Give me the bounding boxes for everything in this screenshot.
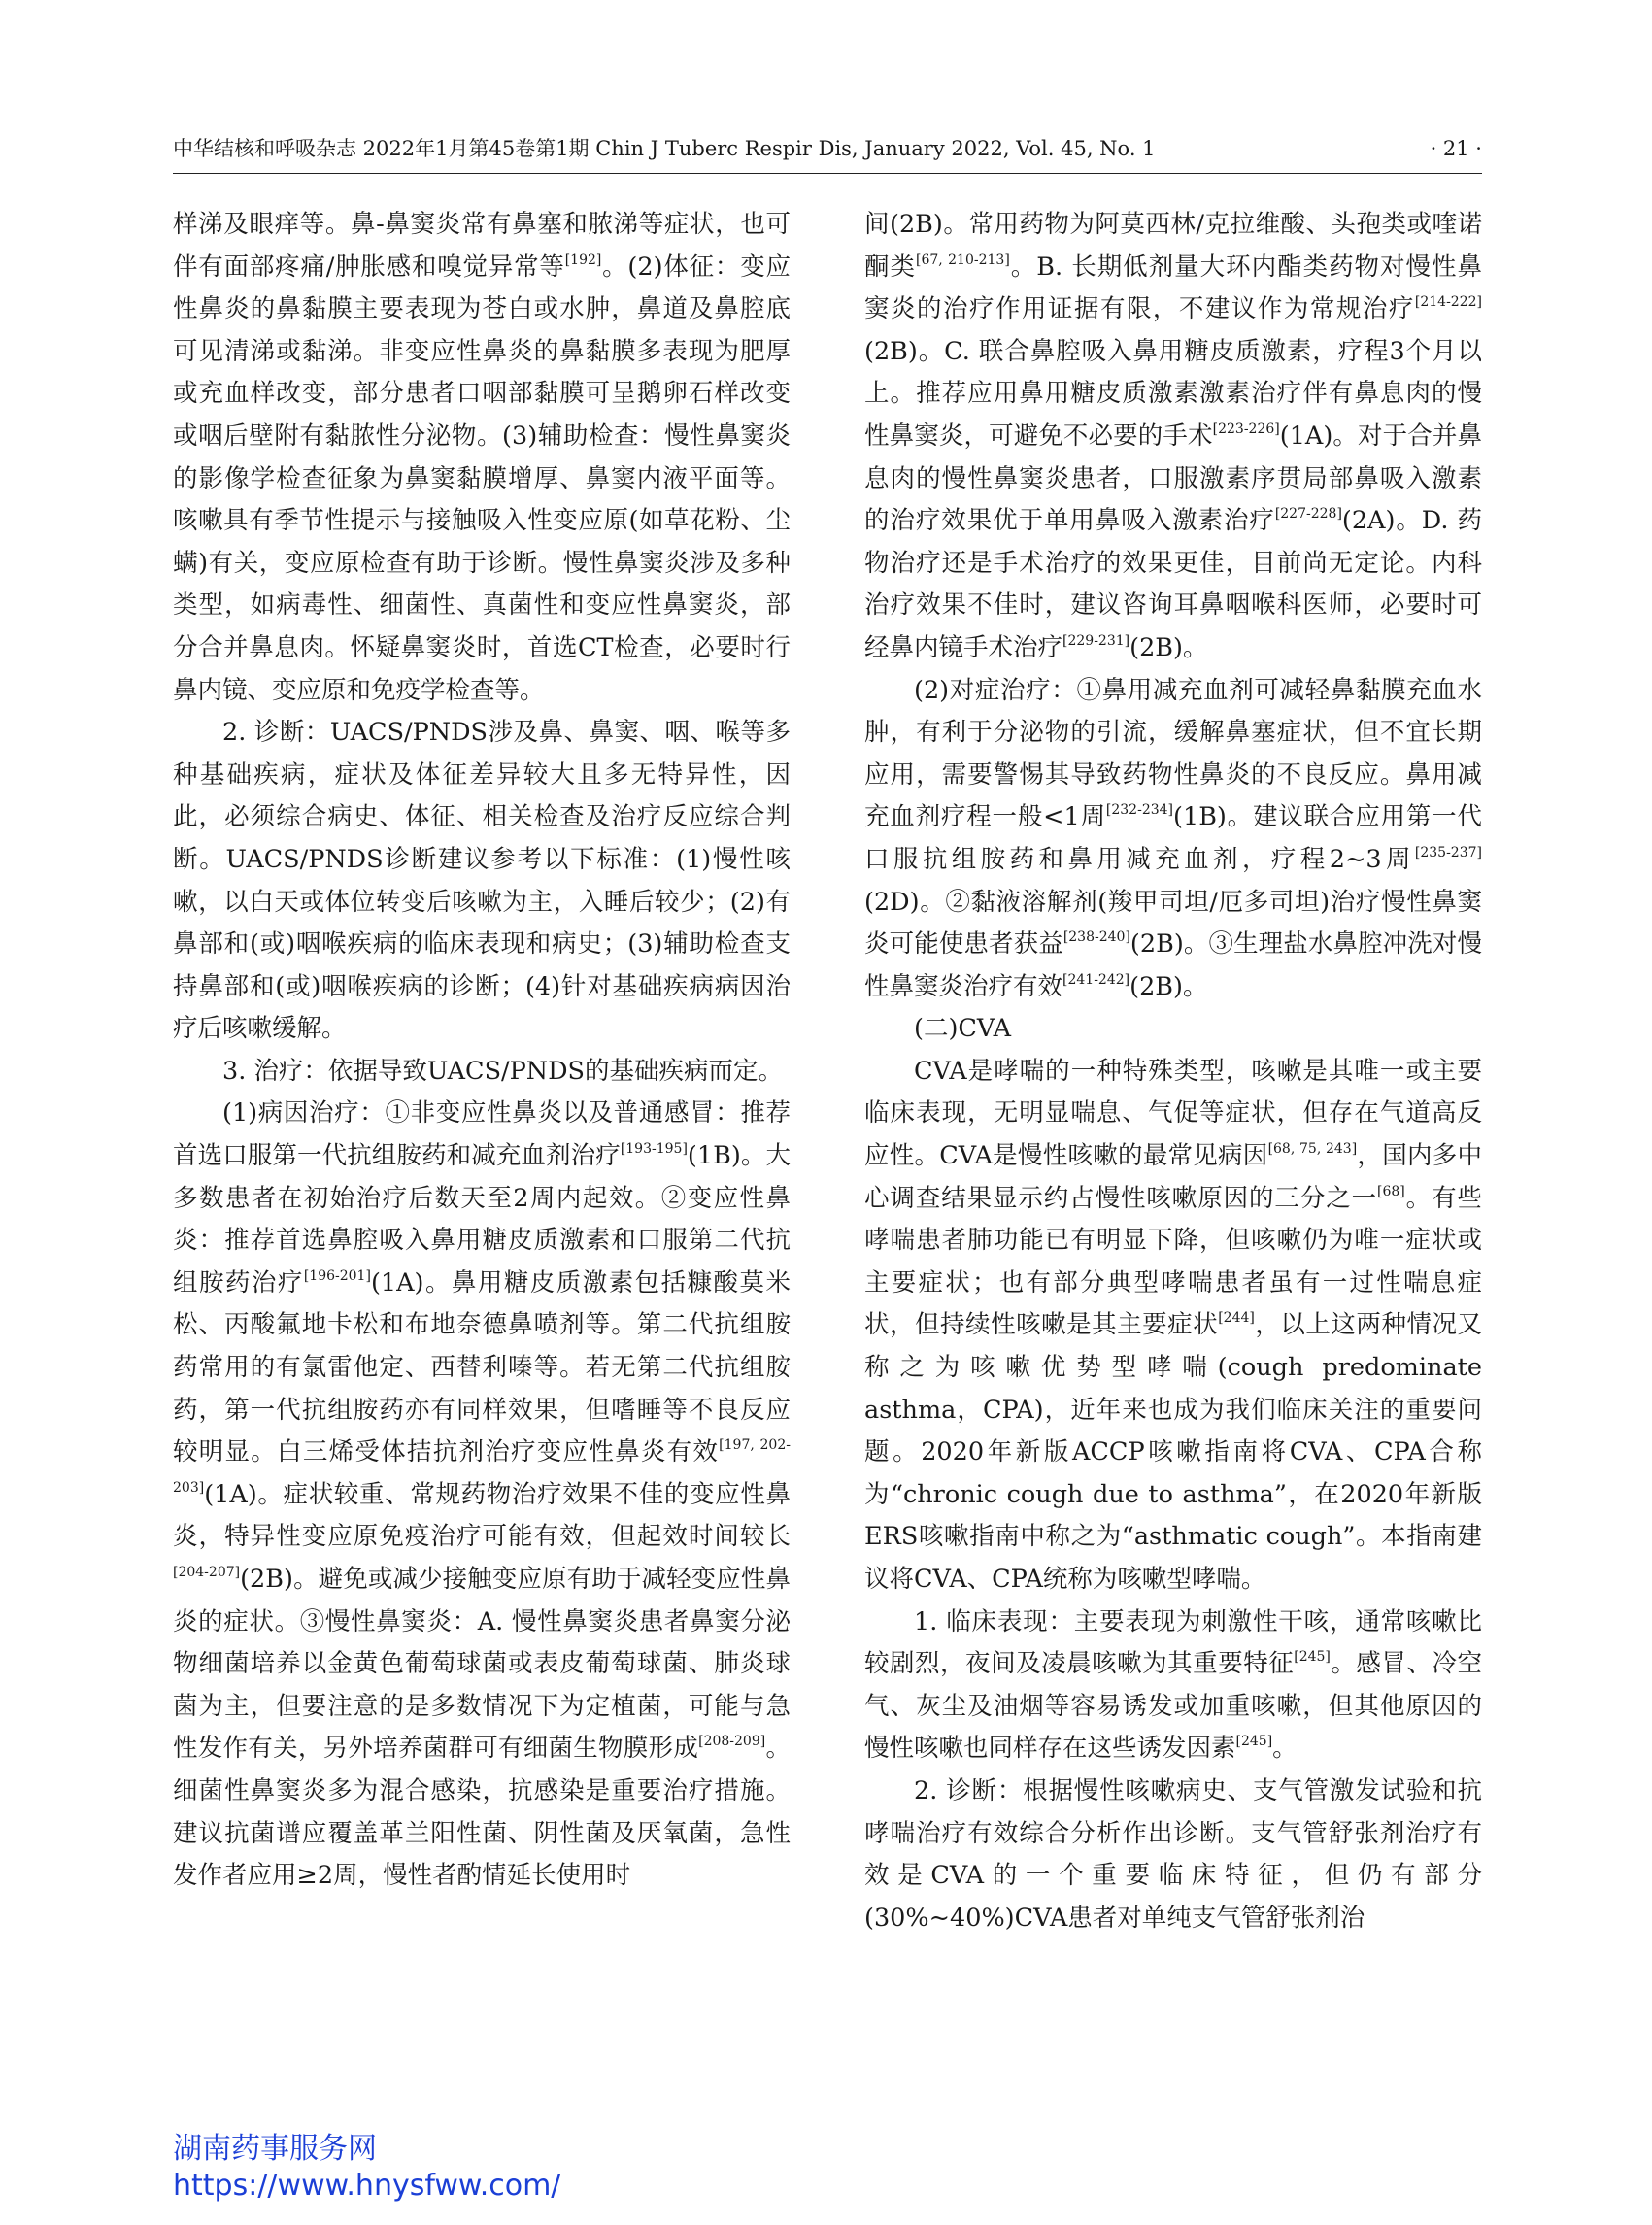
citation-ref: [192] [564, 252, 602, 268]
citation-ref: [235-237] [1414, 844, 1482, 860]
citation-ref: [244] [1218, 1310, 1255, 1327]
paragraph-text: (二)CVA [914, 1014, 1012, 1044]
paragraph-text: (1B)。建议联合应用第一代口服抗组胺药和鼻用减充血剂，疗程2~3周 [864, 802, 1482, 874]
paragraph-text: 样涕及眼痒等。鼻-鼻窦炎常有鼻塞和脓涕等症状，也可伴有面部疼痛/肿胀感和嗅觉异常等 [173, 210, 791, 282]
paragraph [864, 670, 1482, 1009]
header-divider [173, 173, 1482, 174]
citation-ref: [229-231] [1062, 632, 1130, 649]
paragraph [864, 1008, 1482, 1051]
paragraph-text: 。B. 长期低剂量大环内酯类药物对慢性鼻窦炎的治疗作用证据有限，不建议作为常规治疗 [864, 252, 1483, 324]
paragraph-text: ，以上这两种情况又称之为咳嗽优势型哮喘(cough predominate asthma，CPA)，近年来也成为我们临床关注的重要问题。2020年新版ACCP咳嗽指南将CVA、CPA合称为“chronic cough due to asthma”，在2020年新版ERS咳嗽指南中称之为“asthmatic cough”。本指南建议将CVA、CPA统称为咳嗽型哮喘。 [864, 1310, 1482, 1594]
citation-ref: [197, 202-203] [173, 1437, 791, 1496]
right-column [864, 204, 1482, 1939]
citation-ref: [208-209] [698, 1734, 766, 1750]
citation-ref: [241-242] [1062, 971, 1130, 988]
running-header [173, 134, 1482, 163]
journal-citation: 中华结核和呼吸杂志 2022年1月第45卷第1期 Chin J Tuberc Respir Dis, January 2022, Vol. 45, No. 1 [173, 137, 1156, 160]
paragraph-text: (2B)。③生理盐水鼻腔冲洗对慢性鼻窦炎治疗有效 [864, 929, 1482, 1001]
paragraph-text: 。有些哮喘患者肺功能已有明显下降，但咳嗽仍为唯一症状或主要症状；也有部分典型哮喘患者虽有一过性喘息症状，但持续性咳嗽是其主要症状 [864, 1183, 1482, 1340]
paragraph-text: 。 [1272, 1734, 1298, 1764]
paragraph-text: 2. 诊断：UACS/PNDS涉及鼻、鼻窦、咽、喉等多种基础疾病，症状及体征差异较大且多无特异性，因此，必须综合病史、体征、相关检查及治疗反应综合判断。UACS/PNDS诊断建议参考以下标准：(1)慢性咳嗽，以白天或体位转变后咳嗽为主，入睡后较少；(2)有鼻部和(或)咽喉疾病的临床表现和病史；(3)辅助检查支持鼻部和(或)咽喉疾病的诊断；(4)针对基础疾病病因治疗后咳嗽缓解。 [173, 718, 791, 1044]
paragraph-text: 2. 诊断：根据慢性咳嗽病史、支气管激发试验和抗哮喘治疗有效综合分析作出诊断。支气管舒张剂治疗有效是CVA的一个重要临床特征，但仍有部分(30%~40%)CVA患者对单纯支气管舒张剂治 [864, 1775, 1482, 1933]
citation-ref: [238-240] [1062, 928, 1130, 945]
citation-ref: [193-195] [620, 1140, 688, 1157]
citation-ref: [68] [1377, 1183, 1405, 1199]
citation-ref: [245] [1294, 1649, 1331, 1665]
paragraph-text: 。细菌性鼻窦炎多为混合感染，抗感染是重要治疗措施。建议抗菌谱应覆盖革兰阳性菌、阴性菌及厌氧菌，急性发作者应用≥2周，慢性者酌情延长使用时 [173, 1734, 791, 1891]
paragraph-text: 。(2)体征：变应性鼻炎的鼻黏膜主要表现为苍白或水肿，鼻道及鼻腔底可见清涕或黏涕。非变应性鼻炎的鼻黏膜多表现为肥厚或充血样改变，部分患者口咽部黏膜可呈鹅卵石样改变或咽后壁附有黏脓性分泌物。(3)辅助检查：慢性鼻窦炎的影像学检查征象为鼻窦黏膜增厚、鼻窦内液平面等。咳嗽具有季节性提示与接触吸入性变应原(如草花粉、尘螨)有关，变应原检查有助于诊断。慢性鼻窦炎涉及多种类型，如病毒性、细菌性、真菌性和变应性鼻窦炎，部分合并鼻息肉。怀疑鼻窦炎时，首选CT检查，必要时行鼻内镜、变应原和免疫学检查等。 [173, 252, 791, 705]
paragraph-text: (2B)。 [1129, 632, 1208, 662]
paragraph-text: (1)病因治疗：①非变应性鼻炎以及普通感冒：推荐首选口服第一代抗组胺药和减充血剂治疗 [173, 1098, 791, 1171]
paragraph-text: (1A)。对于合并鼻息肉的慢性鼻窦炎患者，口服激素序贯局部鼻吸入激素的治疗效果优于单用鼻吸入激素治疗 [864, 421, 1482, 536]
paragraph-text: CVA是哮喘的一种特殊类型，咳嗽是其唯一或主要临床表现，无明显喘息、气促等症状，但存在气道高反应性。CVA是慢性咳嗽的最常见病因 [864, 1056, 1482, 1171]
paragraph-text: (1A)。症状较重、常规药物治疗效果不佳的变应性鼻炎，特异性变应原免疫治疗可能有效，但起效时间较长 [173, 1479, 791, 1552]
paragraph-text: (2B)。 [1129, 971, 1208, 1001]
citation-ref: [196-201] [303, 1267, 371, 1284]
paragraph-text: (1B)。大多数患者在初始治疗后数天至2周内起效。②变应性鼻炎：推荐首选鼻腔吸入鼻用糖皮质激素和口服第二代抗组胺药治疗 [173, 1141, 791, 1298]
paragraph-text: (2B)。C. 联合鼻腔吸入鼻用糖皮质激素，疗程3个月以上。推荐应用鼻用糖皮质激素激素治疗伴有鼻息肉的慢性鼻窦炎，可避免不必要的手术 [864, 336, 1482, 451]
paragraph-text: ，国内多中心调查结果显示约占慢性咳嗽原因的三分之一 [864, 1141, 1482, 1213]
watermark-footer [173, 2131, 560, 2205]
page-number: · 21 · [1430, 137, 1482, 160]
paragraph-text: 1. 临床表现：主要表现为刺激性干咳，通常咳嗽比较剧烈，夜间及凌晨咳嗽为其重要特征 [864, 1606, 1482, 1679]
paragraph-text: (2D)。②黏液溶解剂(羧甲司坦/厄多司坦)治疗慢性鼻窦炎可能使患者获益 [864, 887, 1482, 960]
paragraph [173, 1093, 791, 1897]
left-column [173, 204, 791, 1898]
paragraph [864, 1601, 1482, 1770]
citation-ref: [214-222] [1414, 294, 1482, 310]
citation-ref: [227-228] [1274, 505, 1342, 522]
paragraph [173, 204, 791, 712]
paragraph-text: (2A)。D. 药物治疗还是手术治疗的效果更佳，目前尚无定论。内科治疗效果不佳时，建议咨询耳鼻咽喉科医师，必要时可经鼻内镜手术治疗 [864, 506, 1482, 662]
paragraph [864, 1051, 1482, 1601]
paragraph-text: 。感冒、冷空气、灰尘及油烟等容易诱发或加重咳嗽，但其他原因的慢性咳嗽也同样存在这些诱发因素 [864, 1649, 1482, 1764]
paragraph [864, 204, 1482, 670]
site-url[interactable]: https://www.hnysfww.com/ [173, 2169, 561, 2203]
citation-ref: [223-226] [1212, 421, 1280, 437]
paragraph [173, 712, 791, 1051]
site-name: 湖南药事服务网 [173, 2132, 377, 2166]
paragraph [864, 1770, 1482, 1939]
paragraph [173, 1051, 791, 1094]
citation-ref: [232-234] [1105, 802, 1174, 819]
citation-ref: [245] [1235, 1734, 1273, 1750]
citation-ref: [204-207] [173, 1564, 241, 1580]
paragraph-text: (2B)。避免或减少接触变应原有助于减轻变应性鼻炎的症状。③慢性鼻窦炎：A. 慢性鼻窦炎患者鼻窦分泌物细菌培养以金黄色葡萄球菌或表皮葡萄球菌、肺炎球菌为主，但要注意的是多数情况下为定植菌，可能与急性发作有关，另外培养菌群可有细菌生物膜形成 [173, 1565, 791, 1764]
paragraph-text: (2)对症治疗：①鼻用减充血剂可减轻鼻黏膜充血水肿，有利于分泌物的引流，缓解鼻塞症状，但不宜长期应用，需要警惕其导致药物性鼻炎的不良反应。鼻用减充血剂疗程一般<1周 [864, 675, 1482, 832]
paragraph-text: 间(2B)。常用药物为阿莫西林/克拉维酸、头孢类或喹诺酮类 [864, 210, 1482, 282]
citation-ref: [68, 75, 243] [1267, 1140, 1358, 1157]
citation-ref: [67, 210-213] [915, 252, 1010, 268]
paragraph-text: 3. 治疗：依据导致UACS/PNDS的基础疾病而定。 [222, 1056, 784, 1086]
paragraph-text: (1A)。鼻用糖皮质激素包括糠酸莫米松、丙酸氟地卡松和布地奈德鼻喷剂等。第二代抗组胺药常用的有氯雷他定、西替利嗪等。若无第二代抗组胺药，第一代抗组胺药亦有同样效果，但嗜睡等不良反应较明显。白三烯受体拮抗剂治疗变应性鼻炎有效 [173, 1267, 791, 1467]
